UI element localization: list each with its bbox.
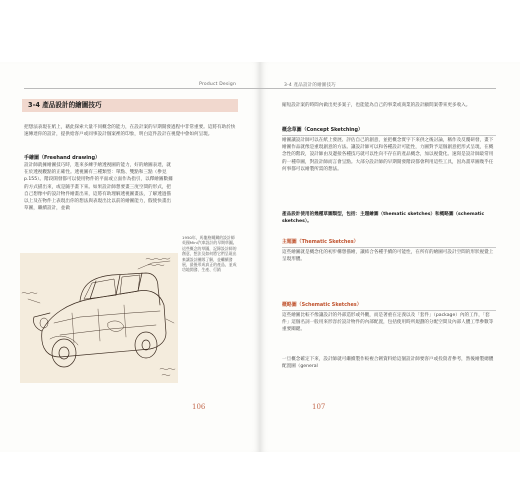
concept-sketching-heading [282, 126, 496, 135]
schematic-heading-rule [282, 310, 496, 311]
schematic-body-continued: 一旦概念確定下來，設計師就可繼續製作較複合韌資料給這個設計師要客戶或投資者參考，然後繪製總體配置圖（general [282, 357, 494, 370]
thematic-body: 這些繪圖就是概念化的初步構想描繪，讓結合各種手續的可能性，在所有的繪圖可設計空間的形狀視覺上呈現形體。 [282, 250, 494, 263]
book-spread [0, 62, 520, 452]
right-page [260, 62, 520, 452]
freehand-body: 設計師就擁繪圖技巧時，進來多練手繪透視圖的能力，好的繪圖表達，就在於透視觀點的正確性。透視圖有三種類型：單點、雙點和三點（參見p.155）。階段開發都可以使用物件的平面或立面作為指引，以釋繪圖數據的方式描出來，或是隨手畫下來。如果設計師想要畫三度空間的形式，把自己想像中的設計物件繪畫出來，這將有助理解透視圖畫法，了解透過描以上及在物件上表現出你的想法與表現出比以前的繪圖能力，假使快畫出草圖，繼續設計，並做 [24, 163, 173, 212]
header-rule-left [24, 88, 260, 89]
thematic-heading-rule [282, 247, 496, 248]
freehand-subhead [24, 154, 174, 161]
thematic-heading [282, 238, 496, 247]
car-sketch-drawing [20, 253, 178, 383]
schematic-heading [282, 301, 496, 310]
concept-sketching-types: 產品設計使用的幾種草圖類型，包括：主題繪圖（thematic sketches）和概略圖（schematic sketches）。 [282, 212, 485, 225]
schematic-title: 概略圖（Schematic Sketches） [282, 302, 362, 308]
page-number-right: 107 [312, 403, 326, 411]
schematic-body: 這些繪圖比較不像讓設計的外部造形或外觀，而是著重在定義以及「套件」（package）內的工作，「套件」這個名詞一般用來形容於設計物件的內部配置，包括使用時所規劃的分配空間及內部人體工學參數等重要關鍵。 [282, 313, 494, 333]
figure-caption: 1950年，馬龍格爾鋼的設計師英國Mini汽車設計的早期草圖。這些概念的草圖，記錄設計師的創意，想法及如何將它們呈現出來讓設計團隊了解，並繼續發展，最後形成真正的產品，並成功地開發、生產、行銷 [182, 235, 237, 273]
continued-paragraph: 縮短設計案的時間內做出更多案子，也能能為自己的事業或商業的設計顧問案帶來更多收入。 [282, 103, 471, 108]
running-head-right: 3-4 產品設計的繪圖技巧 [284, 83, 336, 88]
running-head-left: Product Design [199, 82, 236, 87]
mini-car-sketch [20, 253, 178, 383]
header-rule-right [260, 88, 496, 89]
section-banner: 3-4 產品設計的繪圖技巧 [22, 99, 238, 112]
freehand-subhead-text: 手繪圖（Freehand drawing） [24, 155, 101, 161]
thematic-title: 主題圖（Thematic Sketches） [282, 239, 359, 245]
left-page [0, 62, 260, 452]
intro-paragraph: 把想法表現在紙上，藉此探索大量不同概念的能力，在設計案的早期開發過程中非常重要。這將有助於快速傳達你的設計，提供給客戶或同事設計個案裡的印象，明白這件設計在視覺中會如何呈現。 [24, 125, 236, 138]
concept-sketching-title: 概念草圖（Concept Sketching） [282, 127, 363, 133]
page-number-left: 106 [192, 403, 206, 411]
concept-heading-rule [282, 135, 496, 136]
concept-sketching-body: 繪圖讓設計師可以在紙上發展、評估自己的創意，並把概念實字下來供之後討論，稱作及反覆研發，畫下繪圖作品就像是重現創意的方法。讓設計師可以和各種設計可能性，力圖對予這個創意把形式呈現，在概念性的階段，設計師由及邊接各種技巧就可以性向不存在的產品概念，加以視覺化。速寫是設計師最常用的一種草圖，對設計師而言會呈點。大部分設計師的早期開發階段都會利用這些工具，因為畫草圖幾乎任何事都可以繪製所需的想法。 [282, 138, 494, 172]
